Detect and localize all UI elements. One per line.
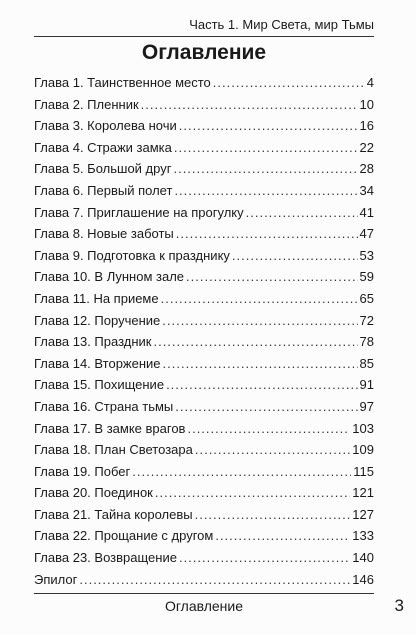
toc-entry-page: 41 — [359, 204, 374, 220]
toc-dot-leader — [79, 569, 350, 591]
toc-entry — [34, 94, 374, 116]
toc-entry-page: 22 — [359, 139, 374, 155]
toc-entry — [34, 137, 374, 159]
toc-entry-label: Глава 2. Пленник — [34, 96, 139, 112]
toc-dot-leader — [186, 266, 358, 288]
toc-entry-label: Глава 21. Тайна королевы — [34, 506, 193, 522]
toc-dot-leader — [132, 461, 351, 483]
toc-entry-label: Глава 16. Страна тьмы — [34, 398, 174, 414]
toc-dot-leader — [232, 245, 358, 267]
toc-entry-page: 72 — [359, 312, 374, 328]
toc-entry-page: 103 — [352, 420, 374, 436]
toc-entry — [34, 396, 374, 418]
page-number: 3 — [394, 596, 404, 615]
toc-entry — [34, 180, 374, 202]
toc-title: Оглавление — [141, 41, 267, 64]
toc-entry-page: 78 — [359, 334, 374, 350]
toc-dot-leader — [176, 223, 358, 245]
toc-entry-page: 10 — [359, 96, 374, 112]
toc-entry-label: Глава 1. Таинственное место — [34, 75, 211, 90]
toc-dot-leader — [195, 439, 350, 461]
toc-entry-page: 85 — [359, 355, 374, 371]
toc-entry — [34, 374, 374, 396]
toc-entry-label: Глава 9. Подготовка к празднику — [34, 247, 230, 263]
toc-entry — [34, 115, 374, 137]
toc-dot-leader — [213, 72, 365, 94]
toc-dot-leader — [141, 94, 358, 116]
toc-entry — [34, 202, 374, 224]
toc-entry-label: Глава 15. Похищение — [34, 377, 165, 393]
toc-list — [34, 72, 374, 590]
toc-entry — [34, 353, 374, 375]
toc-entry — [34, 72, 374, 94]
toc-entry — [34, 223, 374, 245]
toc-entry — [34, 288, 374, 310]
toc-entry-page: 140 — [352, 550, 374, 566]
toc-entry-page: 97 — [359, 398, 374, 414]
toc-dot-leader — [166, 374, 357, 396]
toc-dot-leader — [174, 137, 358, 159]
toc-entry-page: 109 — [352, 442, 374, 458]
toc-entry-label: Глава 18. План Светозара — [34, 442, 193, 458]
toc-entry — [34, 569, 374, 591]
toc-dot-leader — [179, 115, 358, 137]
running-header-title: Часть 1. Мир Света, мир Тьмы — [189, 17, 374, 32]
toc-entry-label: Глава 10. В Лунном зале — [34, 269, 185, 285]
toc-entry-label: Глава 13. Праздник — [34, 334, 152, 350]
toc-dot-leader — [215, 525, 350, 547]
running-footer — [34, 593, 404, 618]
toc-entry-label: Эпилог — [34, 571, 78, 587]
toc-entry-label: Глава 12. Поручение — [34, 312, 161, 328]
toc-entry — [34, 158, 374, 180]
toc-entry — [34, 504, 374, 526]
toc-entry-page: 16 — [359, 118, 374, 134]
toc-entry-page: 4 — [366, 75, 374, 90]
toc-entry-page: 47 — [359, 226, 374, 242]
toc-entry — [34, 266, 374, 288]
toc-dot-leader — [162, 310, 357, 332]
toc-entry-label: Глава 4. Стражи замка — [34, 139, 172, 155]
toc-entry — [34, 331, 374, 353]
toc-entry — [34, 439, 374, 461]
toc-entry — [34, 461, 374, 483]
toc-dot-leader — [187, 418, 350, 440]
toc-entry — [34, 310, 374, 332]
toc-dot-leader — [163, 353, 358, 375]
toc-entry-page: 28 — [359, 161, 374, 177]
toc-dot-leader — [155, 482, 350, 504]
toc-entry-label: Глава 20. Поединок — [34, 485, 153, 501]
toc-entry-label: Глава 11. На приеме — [34, 290, 159, 306]
toc-entry-label: Глава 8. Новые заботы — [34, 226, 174, 242]
toc-entry — [34, 547, 374, 569]
toc-dot-leader — [195, 504, 351, 526]
toc-entry-page: 65 — [359, 290, 374, 306]
toc-entry — [34, 418, 374, 440]
toc-entry-label: Глава 7. Приглашение на прогулку — [34, 204, 244, 220]
toc-entry-label: Глава 19. Побег — [34, 463, 131, 479]
toc-entry-label: Глава 5. Большой друг — [34, 161, 172, 177]
running-footer-title: Оглавление — [164, 598, 244, 614]
toc-entry-page: 59 — [359, 269, 374, 285]
toc-entry-label: Глава 23. Возвращение — [34, 550, 177, 566]
toc-dot-leader — [246, 202, 358, 224]
toc-entry-page: 34 — [359, 182, 374, 198]
toc-entry — [34, 245, 374, 267]
toc-entry-page: 91 — [359, 377, 374, 393]
toc-entry — [34, 525, 374, 547]
toc-entry-label: Глава 6. Первый полет — [34, 182, 173, 198]
running-header — [34, 14, 374, 37]
toc-entry — [34, 482, 374, 504]
toc-entry-label: Глава 14. Вторжение — [34, 355, 161, 371]
toc-entry-page: 146 — [352, 571, 374, 587]
toc-entry-label: Глава 22. Прощание с другом — [34, 528, 214, 544]
toc-dot-leader — [161, 288, 358, 310]
toc-entry-page: 115 — [353, 463, 374, 479]
toc-dot-leader — [153, 331, 357, 353]
toc-dot-leader — [173, 158, 357, 180]
toc-entry-label: Глава 3. Королева ночи — [34, 118, 177, 134]
toc-dot-leader — [174, 180, 357, 202]
toc-entry-page: 53 — [359, 247, 374, 263]
toc-dot-leader — [179, 547, 350, 569]
toc-entry-label: Глава 17. В замке врагов — [34, 420, 186, 436]
toc-entry-page: 127 — [352, 506, 374, 522]
toc-entry-page: 121 — [352, 485, 374, 501]
toc-dot-leader — [175, 396, 357, 418]
toc-entry-page: 133 — [352, 528, 374, 544]
